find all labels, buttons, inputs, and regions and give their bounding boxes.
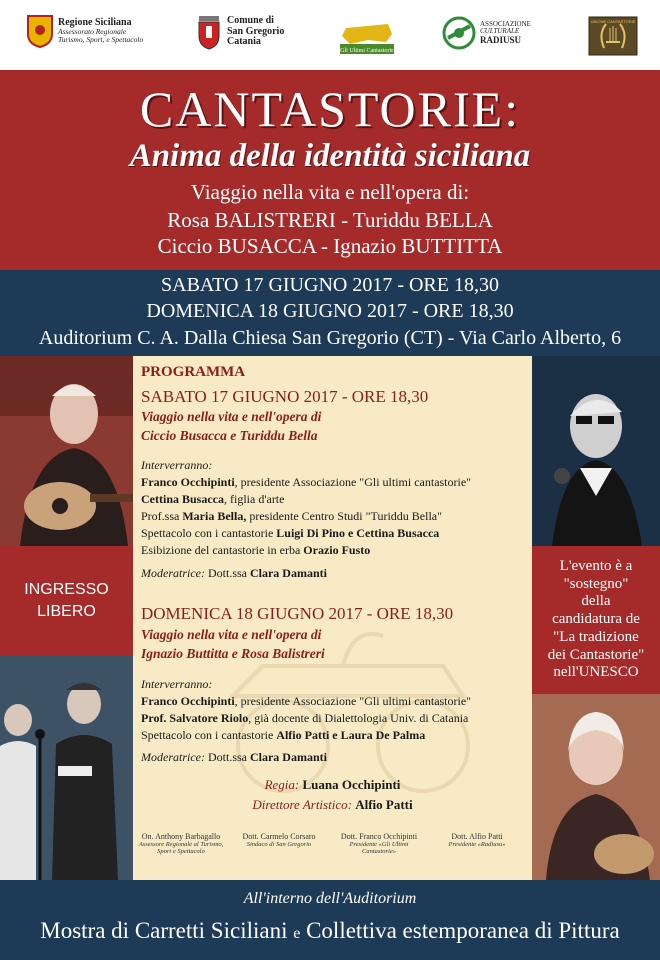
unesco-line-6: dei Cantastorie" bbox=[547, 646, 645, 663]
unesco-support-box bbox=[532, 546, 660, 694]
photo-guitarist-left bbox=[0, 356, 133, 546]
regione-name: Regione Siciliana bbox=[58, 16, 132, 28]
free-entry-box bbox=[0, 546, 133, 656]
day1-young-performer: Esibizione del cantastorie in erba Orazio Fusto bbox=[141, 543, 371, 557]
artistic-director-credit: Direttore Artistico: Alfio Patti bbox=[252, 797, 413, 812]
signature-occhipinti: Dott. Franco Occhipinti Presidente «Gli Ultimi Cantastorie» bbox=[340, 832, 418, 856]
photo-singer-left bbox=[0, 656, 133, 880]
day1-speakers-label: Interverranno: bbox=[141, 458, 213, 472]
page-title: CANTASTORIE: bbox=[139, 81, 521, 137]
signature-patti: Dott. Alfio Patti Presidente «Radiusu» bbox=[448, 832, 506, 848]
dates-band bbox=[0, 270, 660, 356]
ultimi-cantastorie-logo-icon bbox=[338, 18, 396, 58]
day2-title-line1: Viaggio nella vita e nell'opera di bbox=[141, 627, 322, 642]
program-panel bbox=[133, 356, 532, 880]
day1-title-line2: Ciccio Busacca e Turiddu Bella bbox=[141, 428, 318, 443]
radiusu-line2: CULTURALE bbox=[480, 27, 520, 36]
comune-name3: Catania bbox=[227, 36, 261, 48]
unesco-line-5: "La tradizione bbox=[553, 628, 639, 645]
unesco-line-1: L'evento è a bbox=[559, 558, 633, 575]
logo-regione-siciliana bbox=[26, 14, 143, 48]
venue-line: Auditorium C. A. Dalla Chiesa San Gregorio (CT) - Via Carlo Alberto, 6 bbox=[38, 327, 622, 349]
regione-sub1: Assessorato Regionale bbox=[58, 27, 127, 37]
free-entry-line1: INGRESSO bbox=[24, 581, 109, 598]
date-line-sunday: DOMENICA 18 GIUGNO 2017 - ORE 18,30 bbox=[146, 300, 514, 322]
man-glasses-photo-icon bbox=[532, 356, 660, 546]
unesco-line-4: candidatura de bbox=[552, 611, 640, 628]
day2-date: DOMENICA 18 GIUGNO 2017 - ORE 18,30 bbox=[141, 604, 454, 623]
header-line-intro: Viaggio nella vita e nell'opera di: bbox=[190, 180, 470, 204]
header-line-names-1: Rosa BALISTRERI - Turiddu BELLA bbox=[167, 208, 493, 232]
day2-title-line2: Ignazio Buttitta e Rosa Balistreri bbox=[141, 646, 325, 661]
woman-guitar-photo-icon bbox=[532, 694, 660, 880]
comune-name1: Comune di bbox=[227, 15, 274, 27]
unesco-line-7: nell'UNESCO bbox=[553, 664, 639, 681]
day1-title-line1: Viaggio nella vita e nell'opera di bbox=[141, 409, 322, 424]
header-line-names-2: Ciccio BUSACCA - Ignazio BUTTITTA bbox=[157, 234, 503, 258]
program-heading: PROGRAMMA bbox=[141, 364, 246, 380]
unesco-line-3: della bbox=[581, 593, 611, 610]
day1-moderator: Moderatrice: Dott.ssa Clara Damanti bbox=[141, 566, 327, 580]
signature-corsaro: Dott. Carmelo Corsaro Sindaco di San Gregorio bbox=[242, 832, 316, 848]
day2-performers: Spettacolo con i cantastorie Alfio Patti e Laura De Palma bbox=[141, 728, 426, 742]
free-entry-line2: LIBERO bbox=[37, 603, 96, 620]
logo-gli-ultimi-cantastorie bbox=[338, 18, 396, 58]
unione-logo-text: UNIONE CANTASTORIE bbox=[590, 19, 636, 24]
footer-intro: All'interno dell'Auditorium bbox=[243, 890, 417, 907]
singer-microphone-photo-icon bbox=[0, 656, 133, 880]
footer bbox=[0, 880, 660, 960]
trinacria-shield-icon bbox=[26, 14, 54, 48]
footer-exhibition: Mostra di Carretti Siciliani e Collettiva estemporanea di Pittura bbox=[40, 918, 620, 943]
day1-speaker-1: Franco Occhipinti, presidente Associazione "Gli ultimi cantastorie" bbox=[141, 475, 472, 489]
day1-speaker-3: Prof.ssa Maria Bella, presidente Centro Studi "Turiddu Bella" bbox=[141, 509, 443, 523]
logo-bar bbox=[0, 0, 660, 70]
ultimi-logo-text: Gli Ultimi Cantastorie bbox=[340, 48, 394, 54]
logo-unione-cantastorie bbox=[588, 16, 638, 56]
regione-sub2: Turismo, Sport, e Spettacolo bbox=[58, 35, 144, 45]
day2-speakers-label: Interverranno: bbox=[141, 677, 213, 691]
day2-speaker-2: Prof. Salvatore Riolo, già docente di Dialettologia Univ. di Catania bbox=[141, 711, 469, 725]
day1-speaker-2: Cettina Busacca, figlia d'arte bbox=[141, 492, 285, 506]
photo-woman-right bbox=[532, 694, 660, 880]
radiusu-logo-icon bbox=[440, 16, 478, 50]
logo-comune-san-gregorio bbox=[196, 14, 284, 50]
day1-performers: Spettacolo con i cantastorie Luigi Di Pino e Cettina Busacca bbox=[141, 526, 440, 540]
unione-cantastorie-lyre-icon bbox=[588, 16, 638, 56]
day2-moderator: Moderatrice: Dott.ssa Clara Damanti bbox=[141, 750, 327, 764]
radiusu-line3: RADIUSU bbox=[480, 34, 522, 45]
page-subtitle: Anima della identità siciliana bbox=[129, 138, 531, 174]
comune-name2: San Gregorio bbox=[227, 25, 285, 37]
day1-date: SABATO 17 GIUGNO 2017 - ORE 18,30 bbox=[141, 387, 429, 406]
header bbox=[0, 70, 660, 270]
photo-man-glasses-right bbox=[532, 356, 660, 546]
comune-crest-icon bbox=[196, 14, 222, 50]
unesco-line-2: "sostegno" bbox=[563, 575, 629, 592]
guitarist-photo-icon bbox=[0, 356, 133, 546]
logo-radiusu bbox=[440, 16, 531, 50]
day2-speaker-1: Franco Occhipinti, presidente Associazione "Gli ultimi cantastorie" bbox=[141, 694, 472, 708]
regia-credit: Regia: Luana Occhipinti bbox=[264, 777, 401, 792]
radiusu-line1: ASSOCIAZIONE bbox=[480, 19, 531, 28]
signature-barbagallo: On. Anthony Barbagallo Assessore Regionale al Turismo, Sport e Spettacolo bbox=[138, 832, 224, 856]
date-line-saturday: SABATO 17 GIUGNO 2017 - ORE 18,30 bbox=[161, 274, 499, 296]
